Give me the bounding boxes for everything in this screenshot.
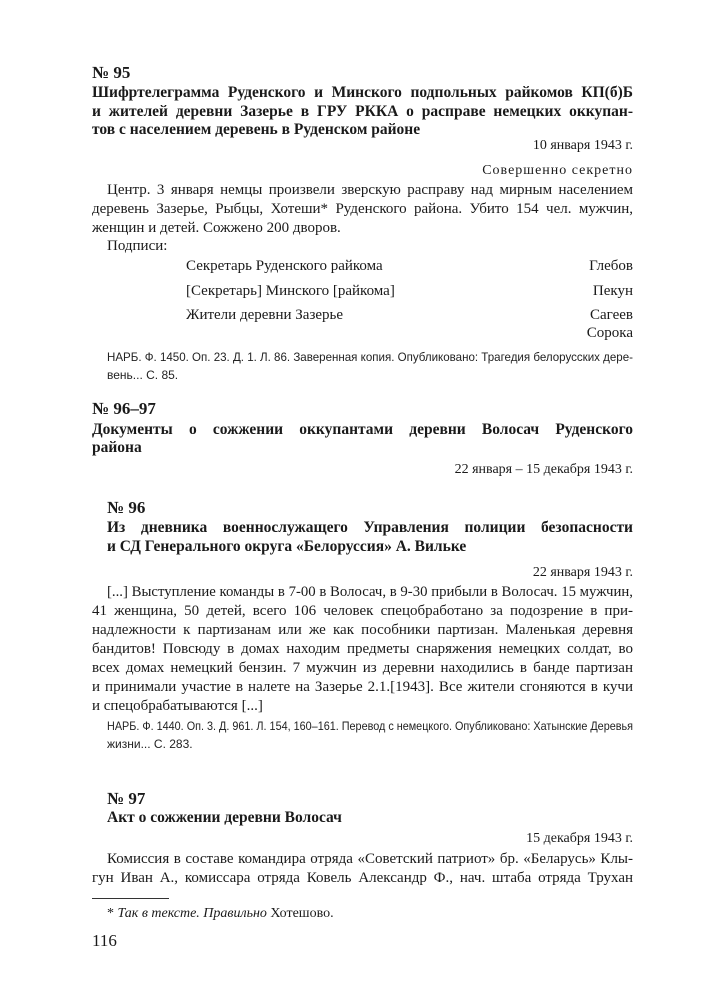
doc-95-title-line: и жителей деревни Зазерье в ГРУ РККА о расправе немецких оккупан- [92, 103, 633, 120]
doc-97-body-line: Комиссия в составе командира отряда «Советский патриот» бр. «Беларусь» Клы- [107, 851, 633, 867]
footnote-divider [92, 898, 169, 899]
signature-name: Пекун [592, 283, 633, 299]
doc-95-title-line: тов с населением деревень в Руденском районе [92, 121, 421, 138]
doc-96-body-line: и принимали участие в налете на Зазерье 2.1.[1943]. Все жители сгоняются в кучи [92, 679, 633, 695]
doc-96-body-line: и спецобрабатываются [...] [92, 698, 263, 714]
footnote-marker: * [107, 906, 118, 921]
doc-96-body-line: бандитов! Повсюду в домах находим предметы снаряжения немецких солдат, во [92, 641, 633, 657]
signature-name: Глебов [589, 258, 633, 274]
signature-name: Сагеев [589, 307, 633, 323]
signatures-label: Подписи: [107, 238, 168, 254]
doc-96-number: № 96 [107, 498, 146, 517]
footnote-text: Хотешово. [266, 906, 334, 921]
doc-95-body-line: Центр. 3 января немцы произвели зверскую расправу над мирным населением [107, 182, 633, 198]
signature-role: [Секретарь] Минского [райкома] [186, 283, 395, 299]
doc-96-97-number: № 96–97 [92, 399, 156, 418]
signature-role: Жители деревни Зазерье [186, 307, 344, 323]
doc-97-title: Акт о сожжении деревни Волосач [107, 809, 342, 826]
doc-96-source-line: НАРБ. Ф. 1440. Оп. 3. Д. 961. Л. 154, 160–161. Перевод с немецкого. Опубликовано: Хатынские Деревья [107, 719, 633, 733]
doc-96-body-line: всех домах немецкий бензин. 7 мужчин из деревни находились в банде партизан [92, 660, 633, 676]
doc-96-date: 22 января 1943 г. [532, 565, 633, 580]
doc-96-97-title-line: района [92, 439, 142, 456]
doc-96-title-line: Из дневника военнослужащего Управления полиции безопасности [107, 519, 633, 536]
page-number: 116 [92, 931, 117, 950]
doc-96-body-line: [...] Выступление команды в 7-00 в Волосач, в 9-30 прибыли в Волосач. 15 мужчин, [107, 584, 633, 600]
doc-96-body-line: надлежности к партизанам или же как пособники партизан. Маленькая деревня [92, 622, 633, 638]
doc-97-body-line: гун Иван А., комиссара отряда Ковель Александр Ф., нач. штаба отряда Трухан [92, 870, 633, 886]
doc-97-number: № 97 [107, 789, 146, 808]
doc-96-97-date: 22 января – 15 декабря 1943 г. [454, 462, 633, 477]
signature-name: Сорока [586, 325, 633, 341]
footnote [107, 906, 334, 922]
doc-95-number: № 95 [92, 63, 131, 82]
doc-95-body-line: женщин и детей. Сожжено 200 дворов. [92, 220, 341, 236]
doc-95-body-line: деревень Зазерье, Рыбцы, Хотеши* Руденского района. Убито 154 чел. мужчин, [92, 201, 633, 217]
doc-95-source-line: НАРБ. Ф. 1450. Оп. 23. Д. 1. Л. 86. Заверенная копия. Опубликовано: Трагедия белорусских дере- [107, 350, 633, 364]
doc-96-body-line: 41 женщина, 50 детей, всего 106 человек спецобработано за подозрение в при- [92, 603, 633, 619]
doc-96-source-line: жизни... С. 283. [107, 737, 193, 751]
doc-95-date: 10 января 1943 г. [532, 138, 633, 153]
doc-95-classification: Совершенно секретно [482, 163, 633, 178]
doc-96-title-line: и СД Генерального округа «Белоруссия» А. Вильке [107, 538, 467, 555]
doc-96-97-title-line: Документы о сожжении оккупантами деревни Волосач Руденского [92, 421, 633, 438]
signature-role: Секретарь Руденского райкома [186, 258, 383, 274]
doc-95-source-line: вень... С. 85. [107, 368, 179, 382]
footnote-italic: Так в тексте. Правильно [117, 906, 267, 921]
doc-95-title-line: Шифртелеграмма Руденского и Минского подпольных райкомов КП(б)Б [92, 84, 633, 101]
doc-97-date: 15 декабря 1943 г. [526, 831, 633, 846]
